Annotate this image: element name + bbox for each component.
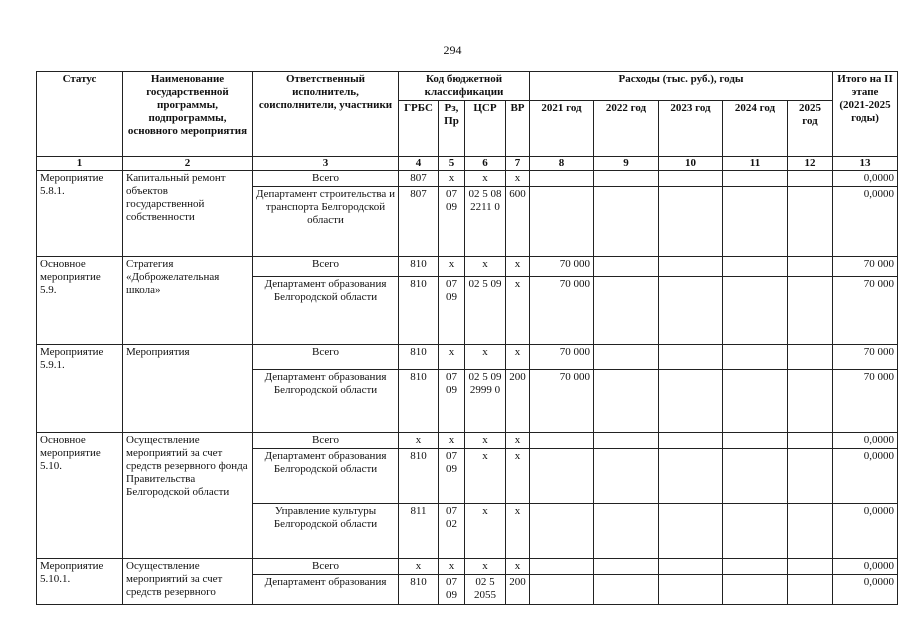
- name-cell: Стратегия «Доброжелательная школа»: [123, 257, 253, 345]
- year-2021-cell: 70 000: [530, 257, 594, 277]
- total-cell: 0,0000: [833, 449, 898, 504]
- year-2022-cell: [594, 257, 659, 277]
- grbs-cell: 810: [399, 345, 439, 370]
- vr-cell: х: [506, 559, 530, 575]
- year-2023-cell: [659, 171, 723, 187]
- executor-cell: Департамент образования Белгородской области: [253, 449, 399, 504]
- year-2022-cell: [594, 433, 659, 449]
- year-2023-cell: [659, 575, 723, 605]
- year-2024-cell: [723, 504, 788, 559]
- column-number: 6: [465, 157, 506, 171]
- year-2025-cell: [788, 433, 833, 449]
- rzpr-cell: х: [439, 559, 465, 575]
- year-2024-cell: [723, 370, 788, 433]
- status-cell: Основное мероприятие 5.9.: [37, 257, 123, 345]
- year-2025-cell: [788, 345, 833, 370]
- csr-cell: х: [465, 559, 506, 575]
- total-cell: 70 000: [833, 257, 898, 277]
- name-cell: Осуществление мероприятий за счет средств резервного: [123, 559, 253, 605]
- executor-cell: Всего: [253, 171, 399, 187]
- year-2024-cell: [723, 433, 788, 449]
- grbs-cell: 810: [399, 449, 439, 504]
- header-2025: 2025 год: [788, 101, 833, 157]
- year-2022-cell: [594, 277, 659, 345]
- executor-cell: Всего: [253, 257, 399, 277]
- year-2021-cell: 70 000: [530, 277, 594, 345]
- rzpr-cell: 07 02: [439, 504, 465, 559]
- table-row: [37, 559, 898, 575]
- column-number: 11: [723, 157, 788, 171]
- csr-cell: х: [465, 345, 506, 370]
- total-cell: 70 000: [833, 345, 898, 370]
- year-2021-cell: 70 000: [530, 370, 594, 433]
- header-row-1: [37, 72, 898, 101]
- grbs-cell: 811: [399, 504, 439, 559]
- executor-cell: Департамент строительства и транспорта Белгородской области: [253, 187, 399, 257]
- vr-cell: 600: [506, 187, 530, 257]
- year-2021-cell: [530, 559, 594, 575]
- year-2025-cell: [788, 187, 833, 257]
- year-2023-cell: [659, 257, 723, 277]
- year-2025-cell: [788, 504, 833, 559]
- total-cell: 0,0000: [833, 171, 898, 187]
- year-2024-cell: [723, 277, 788, 345]
- year-2024-cell: [723, 345, 788, 370]
- total-cell: 70 000: [833, 277, 898, 345]
- executor-cell: Департамент образования Белгородской области: [253, 277, 399, 345]
- executor-cell: Управление культуры Белгородской области: [253, 504, 399, 559]
- grbs-cell: х: [399, 559, 439, 575]
- vr-cell: х: [506, 345, 530, 370]
- grbs-cell: 810: [399, 257, 439, 277]
- header-status: Статус: [37, 72, 123, 157]
- header-2024: 2024 год: [723, 101, 788, 157]
- vr-cell: х: [506, 449, 530, 504]
- vr-cell: х: [506, 171, 530, 187]
- year-2023-cell: [659, 277, 723, 345]
- year-2022-cell: [594, 449, 659, 504]
- grbs-cell: 807: [399, 187, 439, 257]
- grbs-cell: 810: [399, 370, 439, 433]
- status-cell: Мероприятие 5.9.1.: [37, 345, 123, 433]
- grbs-cell: 810: [399, 575, 439, 605]
- year-2024-cell: [723, 257, 788, 277]
- executor-cell: Всего: [253, 433, 399, 449]
- total-cell: 0,0000: [833, 575, 898, 605]
- column-number: 4: [399, 157, 439, 171]
- year-2024-cell: [723, 449, 788, 504]
- status-cell: Мероприятие 5.10.1.: [37, 559, 123, 605]
- year-2025-cell: [788, 575, 833, 605]
- year-2024-cell: [723, 559, 788, 575]
- year-2025-cell: [788, 559, 833, 575]
- column-number: 7: [506, 157, 530, 171]
- status-cell: Основное мероприятие 5.10.: [37, 433, 123, 559]
- year-2022-cell: [594, 370, 659, 433]
- executor-cell: Департамент образования: [253, 575, 399, 605]
- header-executor: Ответственный исполнитель, соисполнители, участники: [253, 72, 399, 157]
- executor-cell: Всего: [253, 559, 399, 575]
- header-budget-code: Код бюджетной классификации: [399, 72, 530, 101]
- rzpr-cell: 07 09: [439, 575, 465, 605]
- csr-cell: х: [465, 257, 506, 277]
- year-2023-cell: [659, 559, 723, 575]
- column-number: 8: [530, 157, 594, 171]
- header-name: Наименование государственной программы, подпрограммы, основного мероприятия: [123, 72, 253, 157]
- name-cell: Капитальный ремонт объектов государственной собственности: [123, 171, 253, 257]
- csr-cell: х: [465, 171, 506, 187]
- header-vr: ВР: [506, 101, 530, 157]
- vr-cell: х: [506, 277, 530, 345]
- year-2023-cell: [659, 433, 723, 449]
- column-number: 1: [37, 157, 123, 171]
- csr-cell: х: [465, 504, 506, 559]
- total-cell: 0,0000: [833, 504, 898, 559]
- year-2025-cell: [788, 449, 833, 504]
- column-number: 13: [833, 157, 898, 171]
- table-row: [37, 345, 898, 370]
- rzpr-cell: х: [439, 433, 465, 449]
- column-number: 10: [659, 157, 723, 171]
- year-2023-cell: [659, 187, 723, 257]
- rzpr-cell: 07 09: [439, 449, 465, 504]
- header-2023: 2023 год: [659, 101, 723, 157]
- table-row: [37, 171, 898, 187]
- name-cell: Мероприятия: [123, 345, 253, 433]
- header-2022: 2022 год: [594, 101, 659, 157]
- year-2022-cell: [594, 504, 659, 559]
- status-cell: Мероприятие 5.8.1.: [37, 171, 123, 257]
- column-number: 3: [253, 157, 399, 171]
- year-2021-cell: [530, 449, 594, 504]
- header-rzpr: Рз, Пр: [439, 101, 465, 157]
- year-2021-cell: [530, 575, 594, 605]
- column-number: 2: [123, 157, 253, 171]
- year-2023-cell: [659, 449, 723, 504]
- year-2021-cell: [530, 433, 594, 449]
- grbs-cell: 810: [399, 277, 439, 345]
- year-2021-cell: 70 000: [530, 345, 594, 370]
- rzpr-cell: х: [439, 257, 465, 277]
- rzpr-cell: 07 09: [439, 277, 465, 345]
- year-2025-cell: [788, 171, 833, 187]
- total-cell: 0,0000: [833, 559, 898, 575]
- year-2023-cell: [659, 345, 723, 370]
- year-2023-cell: [659, 370, 723, 433]
- year-2024-cell: [723, 187, 788, 257]
- header-expenses: Расходы (тыс. руб.), годы: [530, 72, 833, 101]
- year-2022-cell: [594, 559, 659, 575]
- header-2021: 2021 год: [530, 101, 594, 157]
- rzpr-cell: 07 09: [439, 370, 465, 433]
- total-cell: 0,0000: [833, 187, 898, 257]
- vr-cell: 200: [506, 575, 530, 605]
- name-cell: Осуществление мероприятий за счет средств резервного фонда Правительства Белгородской области: [123, 433, 253, 559]
- csr-cell: х: [465, 449, 506, 504]
- column-number: 9: [594, 157, 659, 171]
- vr-cell: х: [506, 433, 530, 449]
- vr-cell: 200: [506, 370, 530, 433]
- grbs-cell: 807: [399, 171, 439, 187]
- year-2021-cell: [530, 504, 594, 559]
- year-2022-cell: [594, 187, 659, 257]
- column-number: 12: [788, 157, 833, 171]
- year-2025-cell: [788, 277, 833, 345]
- budget-table: [36, 71, 898, 605]
- year-2024-cell: [723, 171, 788, 187]
- rzpr-cell: х: [439, 345, 465, 370]
- year-2025-cell: [788, 257, 833, 277]
- column-number: 5: [439, 157, 465, 171]
- csr-cell: 02 5 09 2999 0: [465, 370, 506, 433]
- executor-cell: Департамент образования Белгородской области: [253, 370, 399, 433]
- vr-cell: х: [506, 504, 530, 559]
- rzpr-cell: 07 09: [439, 187, 465, 257]
- year-2022-cell: [594, 345, 659, 370]
- year-2021-cell: [530, 187, 594, 257]
- year-2021-cell: [530, 171, 594, 187]
- executor-cell: Всего: [253, 345, 399, 370]
- year-2025-cell: [788, 370, 833, 433]
- column-number-row: [37, 157, 898, 171]
- table-row: [37, 433, 898, 449]
- total-cell: 0,0000: [833, 433, 898, 449]
- vr-cell: х: [506, 257, 530, 277]
- csr-cell: х: [465, 433, 506, 449]
- year-2022-cell: [594, 171, 659, 187]
- total-cell: 70 000: [833, 370, 898, 433]
- grbs-cell: х: [399, 433, 439, 449]
- csr-cell: 02 5 2055: [465, 575, 506, 605]
- header-grbs: ГРБС: [399, 101, 439, 157]
- year-2023-cell: [659, 504, 723, 559]
- year-2024-cell: [723, 575, 788, 605]
- year-2022-cell: [594, 575, 659, 605]
- table-row: [37, 257, 898, 277]
- csr-cell: 02 5 09: [465, 277, 506, 345]
- header-total: Итого на II этапе (2021-2025 годы): [833, 72, 898, 157]
- page-number: 294: [443, 43, 462, 57]
- rzpr-cell: х: [439, 171, 465, 187]
- csr-cell: 02 5 08 2211 0: [465, 187, 506, 257]
- header-csr: ЦСР: [465, 101, 506, 157]
